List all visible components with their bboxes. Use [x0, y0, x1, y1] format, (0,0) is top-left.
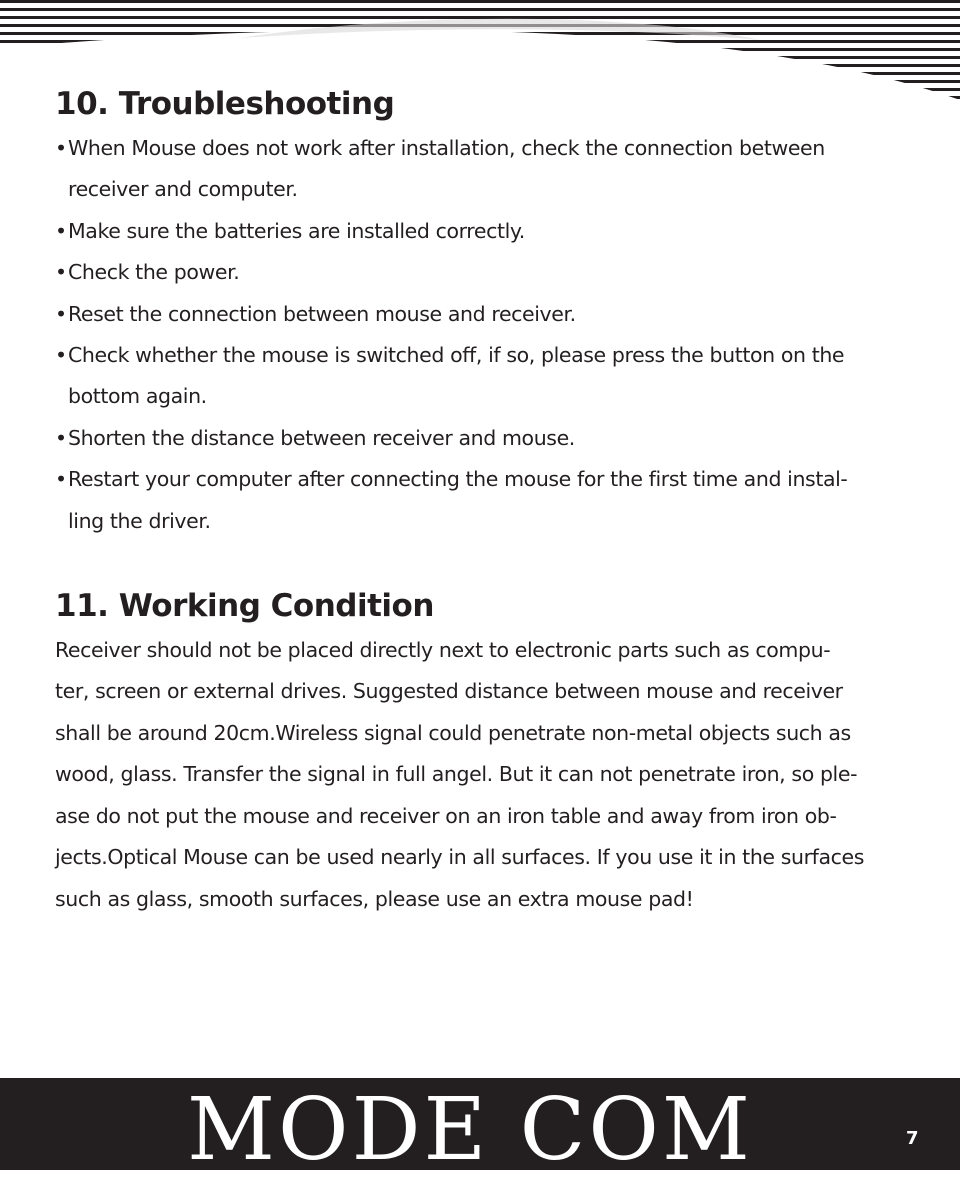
- bullet-mark: •: [55, 218, 67, 243]
- list-item: [55, 211, 910, 252]
- text-line: When Mouse does not work after installation, check the connection between: [68, 136, 825, 160]
- bullet-mark: •: [55, 301, 67, 326]
- text-line: bottom again.: [68, 384, 207, 409]
- troubleshooting-list: [55, 128, 910, 542]
- list-item-text: [68, 128, 910, 211]
- bullet-mark: •: [55, 425, 67, 450]
- list-item-text: [68, 459, 910, 542]
- text-line: wood, glass. Transfer the signal in full angel. But it can not penetrate iron, so ple-: [55, 762, 858, 787]
- list-item-text: [68, 252, 910, 293]
- bullet-mark: •: [55, 136, 67, 160]
- list-item: [55, 128, 910, 211]
- list-item: [55, 459, 910, 542]
- working-condition-paragraph: [55, 630, 910, 920]
- text-line: Shorten the distance between receiver and mouse.: [68, 425, 575, 450]
- list-item-text: [68, 211, 910, 252]
- text-line: Reset the connection between mouse and receiver.: [68, 301, 576, 326]
- text-line: ter, screen or external drives. Suggested distance between mouse and receiver: [55, 679, 843, 704]
- list-item: [55, 418, 910, 459]
- text-line: Make sure the batteries are installed correctly.: [68, 218, 525, 243]
- page-content: [55, 80, 910, 920]
- text-line: jects.Optical Mouse can be used nearly in all surfaces. If you use it in the surfaces: [55, 845, 864, 870]
- list-item: [55, 252, 910, 293]
- text-line: such as glass, smooth surfaces, please use an extra mouse pad!: [55, 886, 694, 911]
- troubleshooting-title: 10. Troubleshooting: [55, 86, 395, 122]
- text-line: Receiver should not be placed directly next to electronic parts such as compu-: [55, 638, 831, 663]
- list-item: [55, 294, 910, 335]
- list-item-text: [68, 294, 910, 335]
- bullet-mark: •: [55, 260, 67, 285]
- working-condition-title: 11. Working Condition: [55, 588, 434, 625]
- bullet-mark: •: [55, 467, 67, 492]
- list-item-text: [68, 418, 910, 459]
- text-line: Check whether the mouse is switched off, if so, please press the button on the: [68, 343, 845, 368]
- text-line: Restart your computer after connecting the mouse for the first time and instal-: [68, 467, 848, 492]
- list-item: [55, 335, 910, 418]
- text-line: shall be around 20cm.Wireless signal could penetrate non-metal objects such as: [55, 720, 851, 745]
- text-line: Check the power.: [68, 260, 240, 285]
- brand-logo-text: MODE COM: [187, 1080, 753, 1180]
- list-item-text: [68, 335, 910, 418]
- page-number: 7: [906, 1128, 919, 1149]
- bullet-mark: •: [55, 343, 67, 368]
- text-line: ase do not put the mouse and receiver on an iron table and away from iron ob-: [55, 803, 837, 828]
- text-line: ling the driver.: [68, 508, 211, 533]
- text-line: receiver and computer.: [68, 177, 298, 202]
